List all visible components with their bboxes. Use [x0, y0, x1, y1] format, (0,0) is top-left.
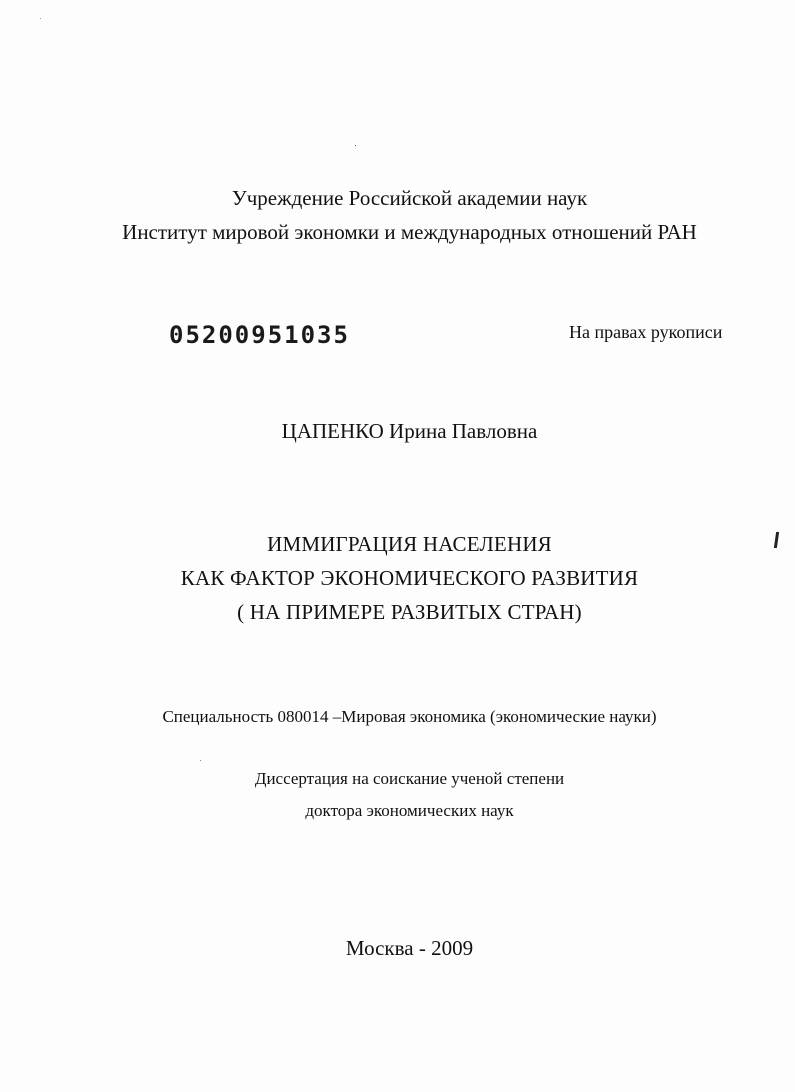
place-and-year: Москва - 2009 [345, 936, 474, 960]
degree-line-2: доктора экономических наук [305, 801, 514, 820]
scan-speck [200, 760, 201, 761]
thesis-title-line-2: КАК ФАКТОР ЭКОНОМИЧЕСКОГО РАЗВИТИЯ [180, 566, 639, 590]
scan-speck [355, 145, 356, 146]
thesis-title-line-1: ИММИГРАЦИЯ НАСЕЛЕНИЯ [267, 532, 552, 556]
manuscript-rights-note: На правах рукописи [569, 322, 723, 342]
specialty-line: Специальность 080014 –Мировая экономика (экономические науки) [162, 707, 657, 726]
thesis-title-line-3: ( НА ПРИМЕРЕ РАЗВИТЫХ СТРАН) [237, 600, 582, 624]
institution-line-1: Учреждение Российской академии наук [231, 186, 588, 210]
degree-line-1: Диссертация на соискание ученой степени [254, 769, 565, 788]
catalog-number-stamp: 05200951035 [169, 321, 350, 349]
scan-speck [40, 18, 41, 19]
author-name: ЦАПЕНКО Ирина Павловна [281, 419, 538, 443]
institution-line-2: Институт мировой экономки и международных отношений РАН [122, 220, 697, 244]
